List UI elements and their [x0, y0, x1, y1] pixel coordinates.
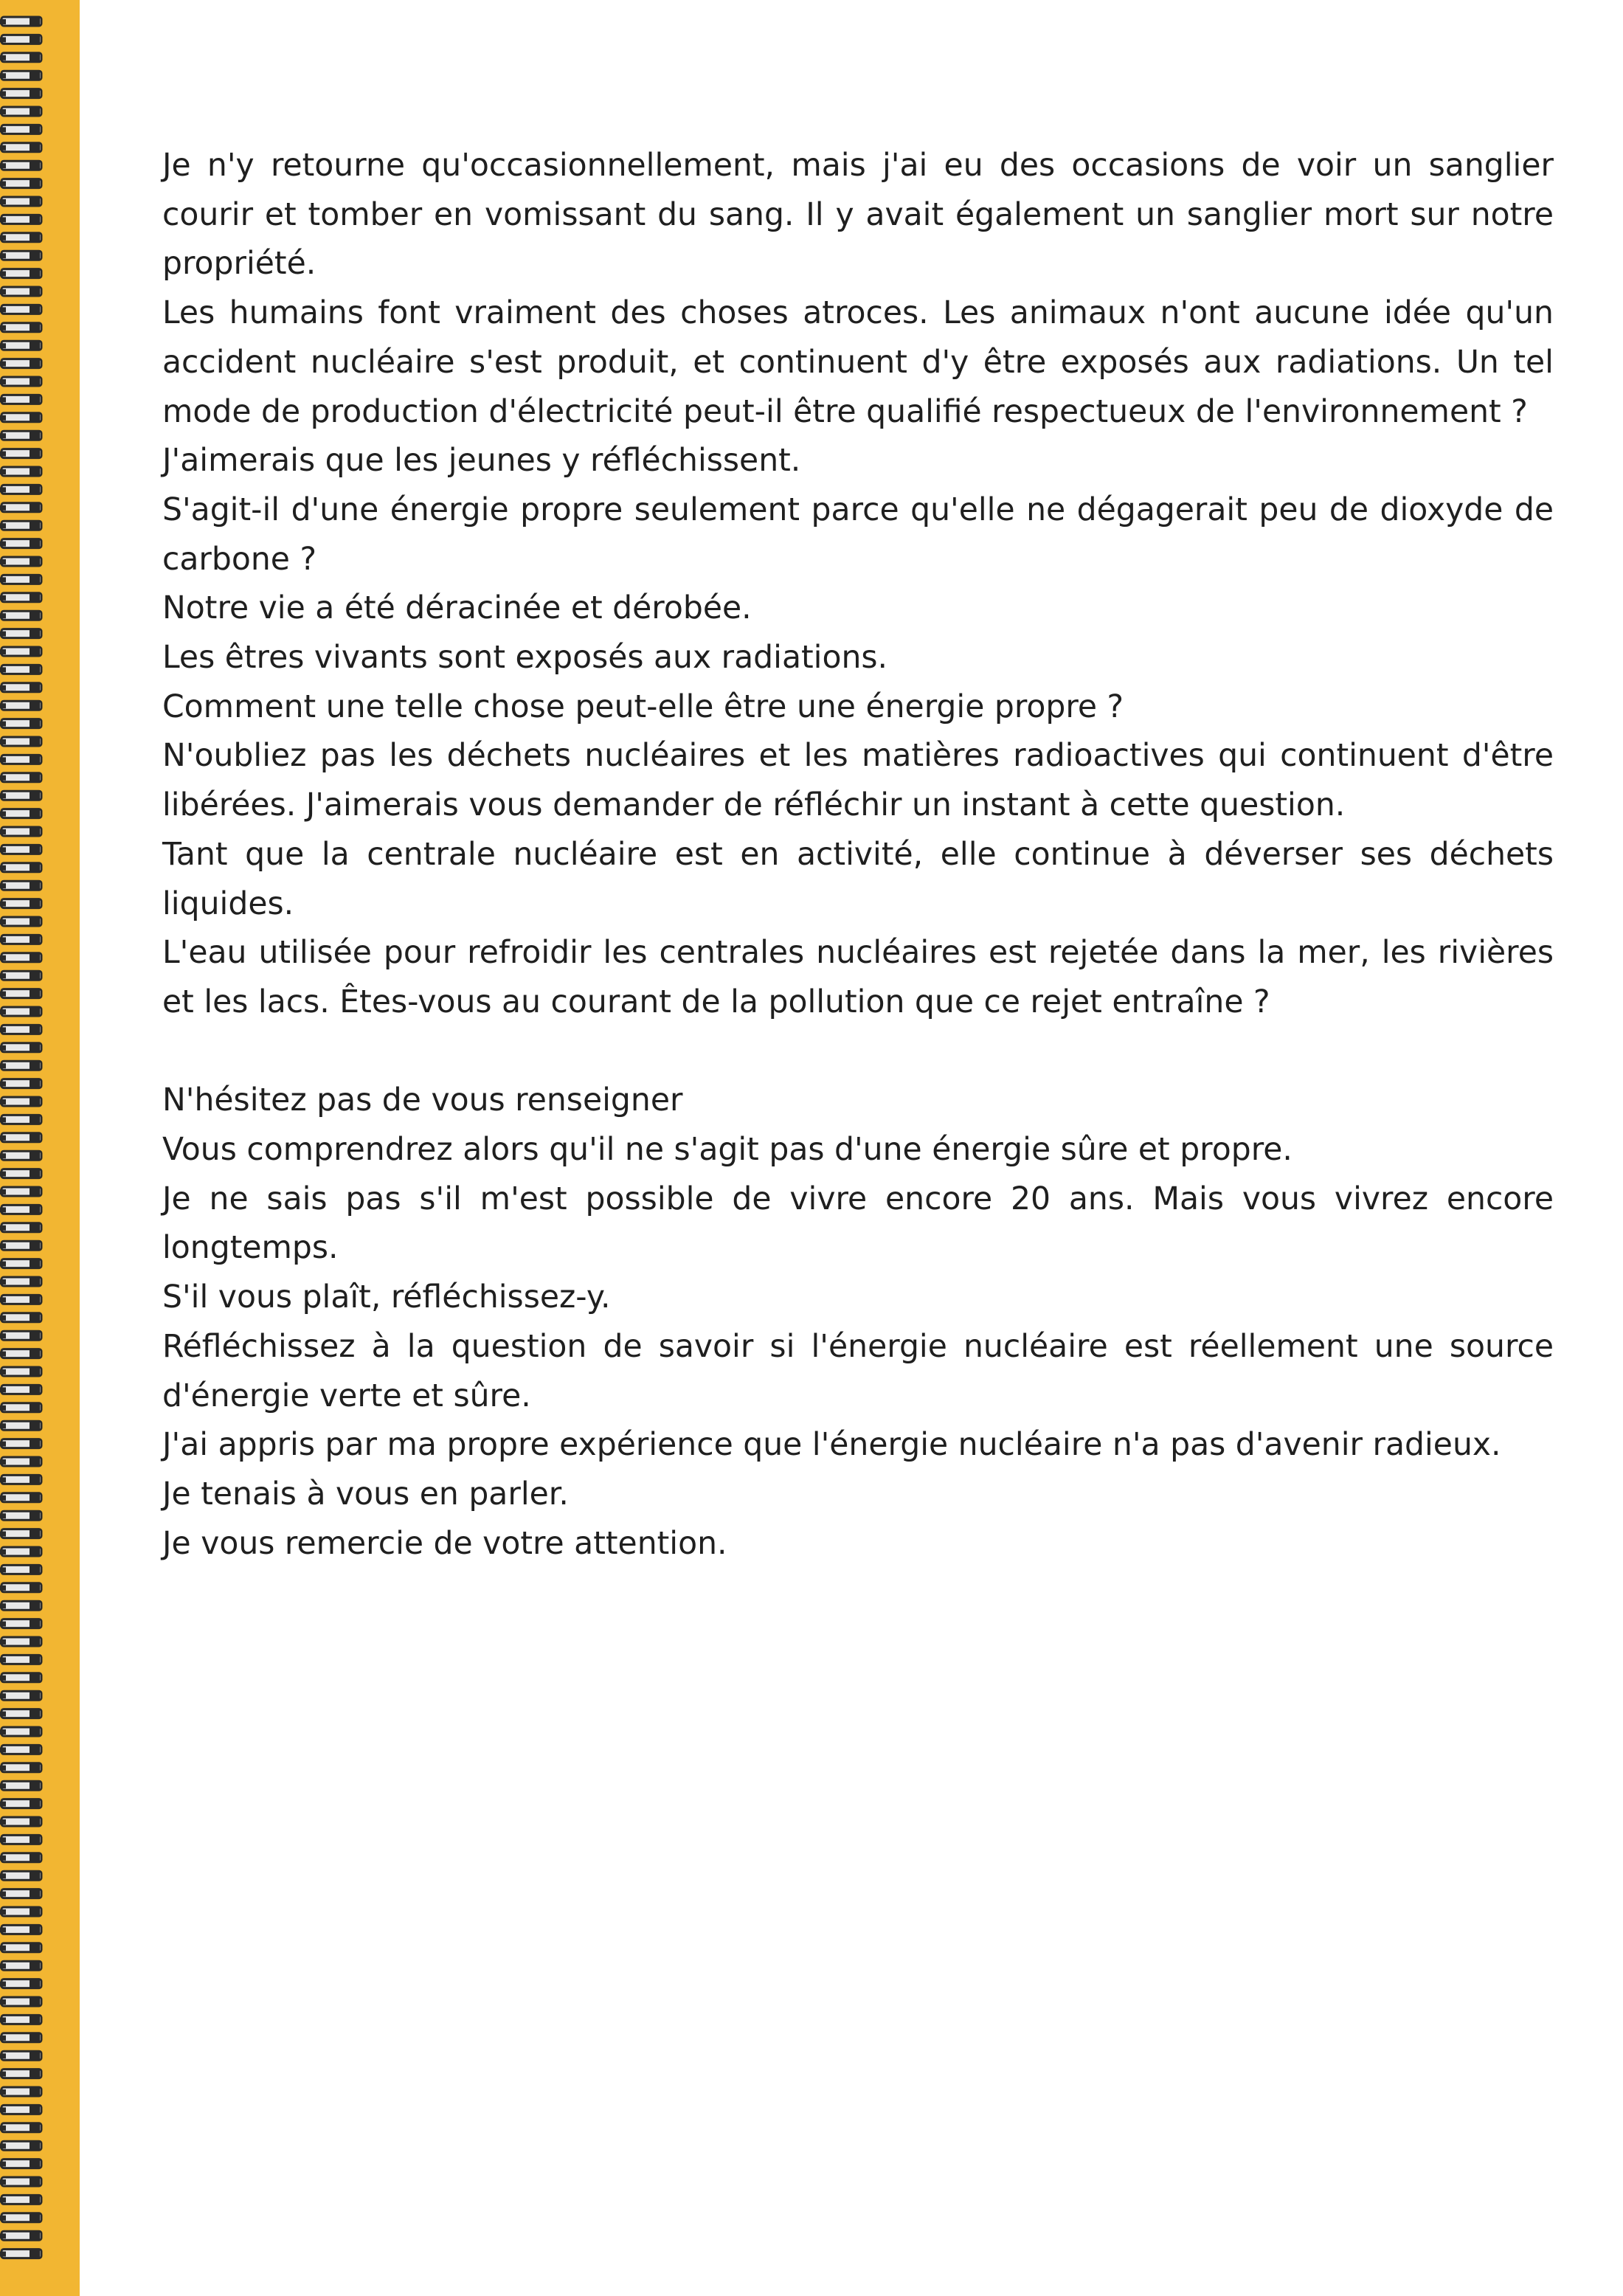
binding-ring: [0, 826, 41, 837]
binding-ring: [0, 179, 41, 189]
binding-ring: [0, 1349, 41, 1359]
paragraph: Notre vie a été déracinée et dérobée.: [162, 590, 752, 627]
binding-ring: [0, 1096, 41, 1107]
binding-ring: [0, 502, 41, 513]
binding-ring: [0, 1276, 41, 1287]
binding-ring: [0, 269, 41, 279]
binding-ring: [0, 2123, 41, 2133]
binding-ring: [0, 250, 41, 260]
document-body: [162, 142, 1554, 1569]
binding-ring: [0, 1474, 41, 1484]
binding-ring: [0, 2050, 41, 2061]
binding-ring: [0, 1600, 41, 1611]
binding-ring: [0, 1330, 41, 1341]
binding-ring: [0, 772, 41, 783]
binding-ring: [0, 1403, 41, 1413]
binding-ring: [0, 1690, 41, 1701]
binding-ring: [0, 1060, 41, 1071]
binding-ring: [0, 700, 41, 710]
binding-ring: [0, 1654, 41, 1664]
binding-ring: [0, 322, 41, 333]
binding-ring: [0, 466, 41, 477]
binding-ring: [0, 2213, 41, 2223]
binding-ring: [0, 1114, 41, 1124]
binding-ring: [0, 934, 41, 944]
binding-ring: [0, 484, 41, 494]
binding-ring: [0, 1313, 41, 1323]
binding-ring: [0, 1744, 41, 1754]
binding-ring: [0, 862, 41, 873]
binding-ring: [0, 2086, 41, 2097]
binding-ring: [0, 1726, 41, 1737]
binding-ring: [0, 1223, 41, 1233]
paragraph: Je n'y retourne qu'occasionnellement, mais j'ai eu des occasions de voir un sanglier courir et tomber en vomissant du sang. Il y avait également un sanglier mort sur notre propriété.: [162, 148, 1554, 283]
binding-ring: [0, 574, 41, 584]
binding-ring: [0, 2069, 41, 2079]
binding-ring: [0, 124, 41, 134]
binding-ring: [0, 682, 41, 693]
paragraph: Je vous remercie de votre attention.: [162, 1525, 727, 1562]
binding-ring: [0, 304, 41, 314]
binding-ring: [0, 2176, 41, 2187]
binding-ring: [0, 2230, 41, 2241]
binding-ring: [0, 2159, 41, 2169]
paragraph: N'oubliez pas les déchets nucléaires et les matières radioactives qui continuent d'être libérées. J'aimerais vous demander de réfléchir un instant à cette question.: [162, 738, 1554, 824]
binding-ring: [0, 1870, 41, 1881]
paragraph: Les humains font vraiment des choses atroces. Les animaux n'ont aucune idée qu'un accident nucléaire s'est produit, et continuent d'y être exposés aux radiations. Un tel mode de production d'électricité peut-il être qualifié respectueux de l'environnement ?: [162, 295, 1554, 430]
binding-ring: [0, 359, 41, 369]
paragraph: L'eau utilisée pour refroidir les centrales nucléaires est rejetée dans la mer, les rivières et les lacs. Êtes-vous au courant de la pollution que ce rejet entraîne ?: [162, 935, 1554, 1020]
binding-ring: [0, 2140, 41, 2151]
binding-ring: [0, 1996, 41, 2007]
binding-ring: [0, 719, 41, 729]
binding-ring: [0, 1583, 41, 1593]
paragraph: Réfléchissez à la question de savoir si l'énergie nucléaire est réellement une source d'énergie verte et sûre.: [162, 1328, 1554, 1414]
binding-ring: [0, 16, 41, 27]
binding-ring: [0, 754, 41, 764]
binding-ring: [0, 340, 41, 350]
binding-ring: [0, 1186, 41, 1197]
binding-ring: [0, 1943, 41, 1953]
binding-ring: [0, 970, 41, 981]
binding-ring: [0, 664, 41, 674]
binding-ring: [0, 1619, 41, 1629]
binding-ring: [0, 790, 41, 801]
binding-ring: [0, 2104, 41, 2115]
binding-ring: [0, 70, 41, 80]
binding-ring: [0, 106, 41, 117]
binding-ring: [0, 610, 41, 620]
paragraph: Je tenais à vous en parler.: [162, 1476, 569, 1512]
binding-ring: [0, 1709, 41, 1719]
binding-ring: [0, 1024, 41, 1034]
binding-ring: [0, 1510, 41, 1521]
binding-ring: [0, 1456, 41, 1467]
paragraph: J'ai appris par ma propre expérience que l'énergie nucléaire n'a pas d'avenir radieux.: [162, 1427, 1501, 1464]
binding-ring: [0, 520, 41, 530]
binding-ring: [0, 1079, 41, 1089]
binding-ring: [0, 2014, 41, 2024]
binding-ring: [0, 430, 41, 440]
binding-ring: [0, 1439, 41, 1449]
binding-ring: [0, 1834, 41, 1844]
binding-ring: [0, 1420, 41, 1431]
binding-ring: [0, 1889, 41, 1899]
paragraph: Comment une telle chose peut-elle être une énergie propre ?: [162, 688, 1124, 725]
binding-ring: [0, 556, 41, 567]
binding-ring: [0, 916, 41, 927]
binding-ring: [0, 1780, 41, 1791]
binding-ring: [0, 880, 41, 891]
binding-ring: [0, 809, 41, 819]
binding-ring: [0, 52, 41, 63]
binding-ring: [0, 34, 41, 44]
binding-ring: [0, 1906, 41, 1917]
binding-ring: [0, 232, 41, 243]
binding-ring: [0, 1924, 41, 1934]
binding-ring: [0, 1564, 41, 1574]
binding-ring: [0, 1294, 41, 1304]
binding-ring: [0, 196, 41, 207]
binding-ring: [0, 899, 41, 909]
binding-ring: [0, 989, 41, 999]
binding-ring: [0, 592, 41, 603]
binding-ring: [0, 1763, 41, 1773]
paragraph: S'il vous plaît, réfléchissez-y.: [162, 1279, 611, 1316]
binding-ring: [0, 1853, 41, 1863]
binding-ring: [0, 1384, 41, 1394]
binding-ring: [0, 1493, 41, 1503]
paragraph: Vous comprendrez alors qu'il ne s'agit pas d'une énergie sûre et propre.: [162, 1132, 1292, 1169]
binding-ring: [0, 412, 41, 423]
binding-ring: [0, 539, 41, 549]
binding-ring: [0, 1960, 41, 1971]
binding-ring: [0, 1240, 41, 1251]
binding-ring: [0, 142, 41, 153]
binding-ring: [0, 449, 41, 459]
binding-ring: [0, 1816, 41, 1827]
binding-ring: [0, 646, 41, 657]
binding-ring: [0, 1133, 41, 1143]
binding-ring: [0, 736, 41, 747]
binding-ring: [0, 1799, 41, 1809]
binding-ring: [0, 1529, 41, 1539]
binding-ring: [0, 629, 41, 639]
binding-ring: [0, 1150, 41, 1161]
binding-ring: [0, 89, 41, 99]
binding-ring: [0, 2249, 41, 2259]
binding-ring: [0, 1636, 41, 1647]
spiral-binding-icon: [0, 15, 52, 2287]
binding-ring: [0, 1366, 41, 1377]
binding-ring: [0, 1546, 41, 1557]
binding-ring: [0, 1042, 41, 1053]
paragraph: N'hésitez pas de vous renseigner: [162, 1082, 683, 1119]
binding-ring: [0, 1169, 41, 1179]
binding-ring: [0, 844, 41, 854]
blank-line: [162, 1028, 1554, 1077]
paragraph: J'aimerais que les jeunes y réfléchissent.: [162, 443, 801, 480]
binding-ring: [0, 160, 41, 170]
binding-ring: [0, 952, 41, 963]
binding-ring: [0, 1259, 41, 1269]
binding-ring: [0, 376, 41, 387]
paragraph: S'agit-il d'une énergie propre seulement parce qu'elle ne dégagerait peu de dioxyde de carbone ?: [162, 491, 1554, 578]
binding-ring: [0, 286, 41, 297]
binding-ring: [0, 1006, 41, 1017]
binding-ring: [0, 1673, 41, 1683]
binding-ring: [0, 1204, 41, 1214]
binding-ring: [0, 214, 41, 224]
binding-ring: [0, 2033, 41, 2043]
paragraph: Tant que la centrale nucléaire est en activité, elle continue à déverser ses déchets liquides.: [162, 836, 1554, 922]
binding-ring: [0, 2194, 41, 2205]
binding-ring: [0, 394, 41, 404]
paragraph: Je ne sais pas s'il m'est possible de vivre encore 20 ans. Mais vous vivrez encore longtemps.: [162, 1180, 1554, 1267]
binding-ring: [0, 1979, 41, 1989]
paragraph: Les êtres vivants sont exposés aux radiations.: [162, 640, 888, 677]
